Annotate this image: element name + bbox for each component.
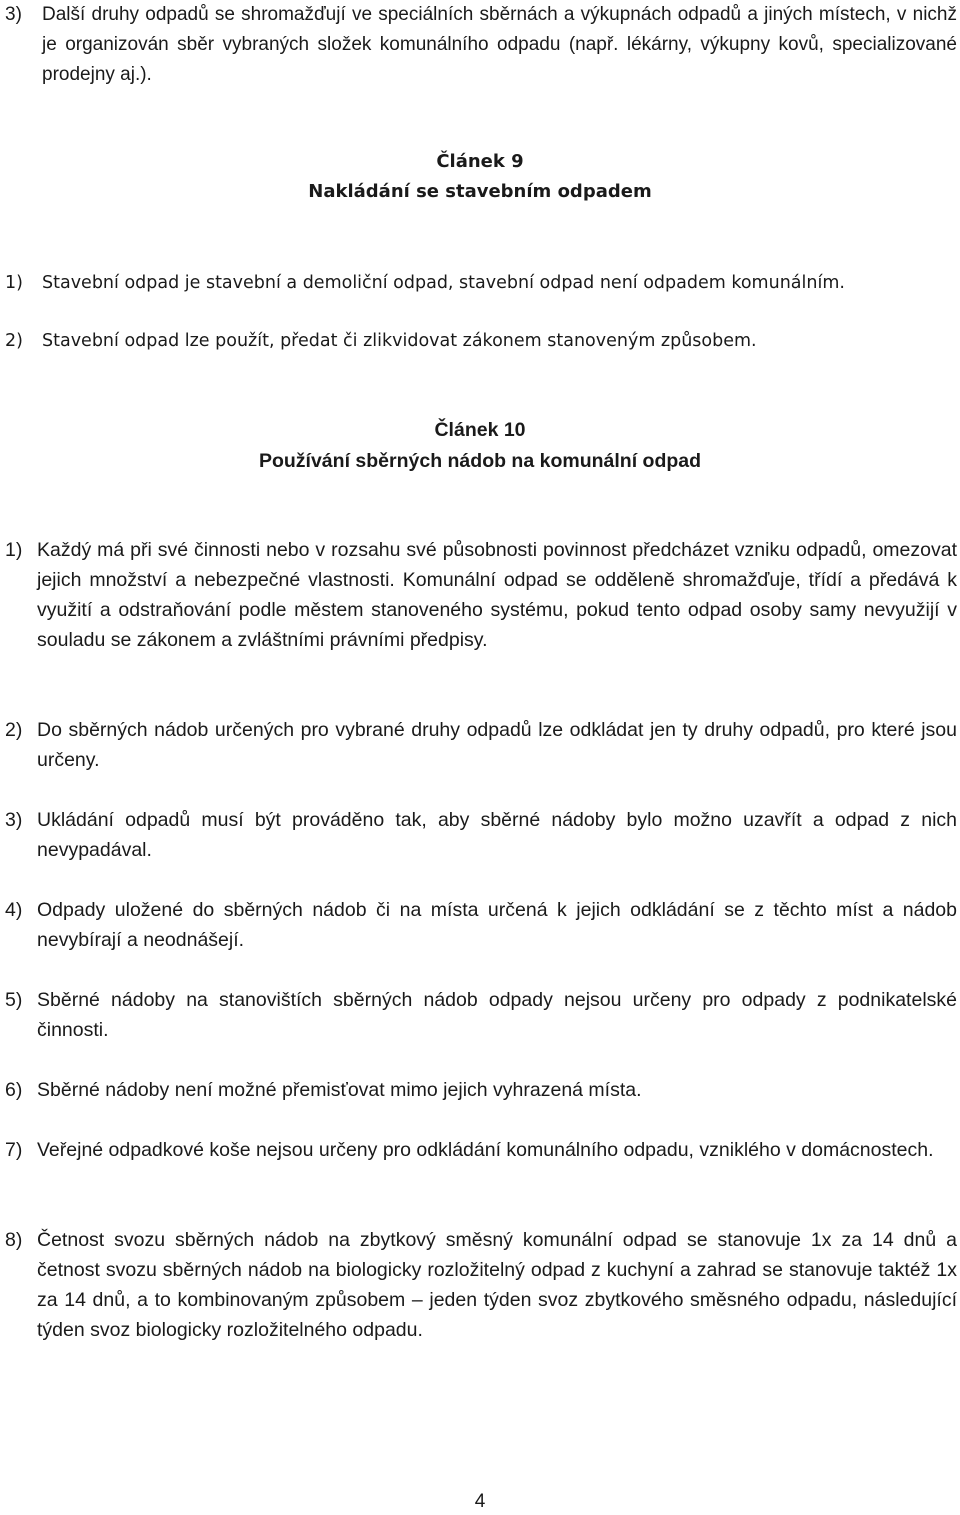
article-10-item-3	[5, 805, 957, 865]
item-text: Odpady uložené do sběrných nádob či na místa určená k jejich odkládání se z těchto míst a nádob nevybírají a neodnášejí.	[37, 899, 957, 951]
item-number: 6)	[5, 1079, 23, 1101]
item-number: 3)	[5, 4, 22, 25]
item-number: 7)	[5, 1139, 23, 1161]
item-text: Ukládání odpadů musí být prováděno tak, aby sběrné nádoby bylo možno uzavřít a odpad z nich nevypadával.	[37, 809, 957, 861]
article-9-item-2	[5, 326, 957, 356]
article-10-item-4	[5, 895, 957, 955]
article-10-item-6	[5, 1075, 957, 1105]
article-10-subtitle: Používání sběrných nádob na komunální odpad	[258, 450, 702, 472]
item-text: Četnost svozu sběrných nádob na zbytkový směsný komunální odpad se stanovuje 1x za 14 dnů a četnost svozu sběrných nádob na biologicky rozložitelný odpad z kuchyní a zahrad se stanovuje taktéž 1x za 14 dnů, a to kombinovaným způsobem – jeden týden svoz zbytkového směsného odpadu, následující týden svoz biologicky rozložitelného odpadu.	[37, 1229, 957, 1341]
page-number: 4	[474, 1491, 486, 1512]
item-number: 2)	[5, 719, 23, 741]
article-10-item-8	[5, 1225, 957, 1345]
item-text: Veřejné odpadkové koše nejsou určeny pro odkládání komunálního odpadu, vzniklého v domácnostech.	[37, 1139, 934, 1161]
item-number: 1)	[5, 539, 23, 561]
item-number: 1)	[5, 273, 23, 293]
item-number: 2)	[5, 331, 23, 351]
item-text: Další druhy odpadů se shromažďují ve speciálních sběrnách a výkupnách odpadů a jiných místech, v nichž je organizován sběr vybraných složek komunálního odpadu (např. lékárny, výkupny kovů, specializované prodejny aj.).	[42, 4, 957, 85]
item-text: Stavební odpad lze použít, předat či zlikvidovat zákonem stanoveným způsobem.	[42, 331, 757, 351]
article-10-title: Článek 10	[434, 419, 526, 441]
item-text: Stavební odpad je stavební a demoliční odpad, stavební odpad není odpadem komunálním.	[42, 273, 845, 293]
item-number: 3)	[5, 809, 23, 831]
article-9-title: Článek 9	[436, 151, 524, 172]
article-10-item-2	[5, 715, 957, 775]
article-9-item-1	[5, 268, 957, 298]
item-text: Sběrné nádoby není možné přemisťovat mimo jejich vyhrazená místa.	[37, 1079, 642, 1101]
article-10-item-7	[5, 1135, 957, 1165]
article-10-item-1	[5, 535, 957, 655]
item-text: Do sběrných nádob určených pro vybrané druhy odpadů lze odkládat jen ty druhy odpadů, pro které jsou určeny.	[37, 719, 957, 771]
intro-paragraph-3	[5, 0, 957, 90]
item-number: 8)	[5, 1229, 23, 1251]
item-text: Sběrné nádoby na stanovištích sběrných nádob odpady nejsou určeny pro odpady z podnikatelské činnosti.	[37, 989, 957, 1041]
item-text: Každý má při své činnosti nebo v rozsahu své působnosti povinnost předcházet vzniku odpadů, omezovat jejich množství a nebezpečné vlastnosti. Komunální odpad se odděleně shromažďuje, třídí a předává k využití a odstraňování podle městem stanoveného systému, pokud tento odpad osoby samy nevyužijí v souladu se zákonem a zvláštními právními předpisy.	[37, 539, 957, 651]
article-9-subtitle: Nakládání se stavebním odpadem	[308, 181, 652, 202]
article-10-item-5	[5, 985, 957, 1045]
item-number: 4)	[5, 899, 23, 921]
item-number: 5)	[5, 989, 23, 1011]
